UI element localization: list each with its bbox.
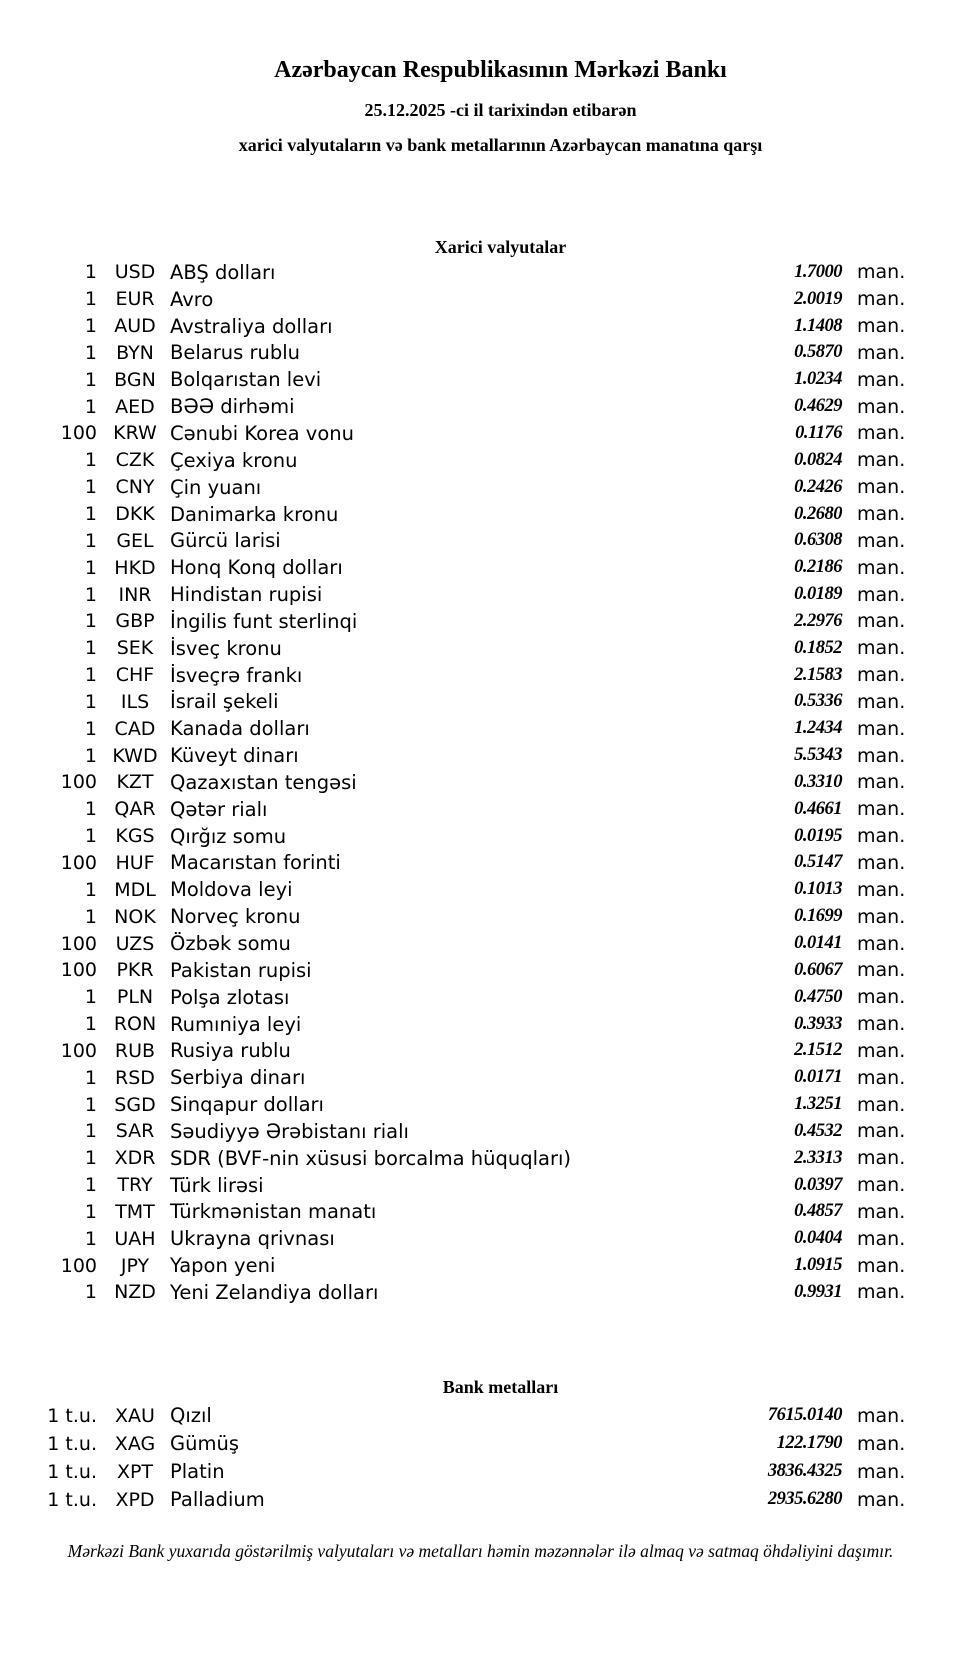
quantity-cell: 1 (84, 878, 97, 901)
quantity-cell: 1 (84, 1120, 97, 1143)
table-row (0, 286, 961, 313)
table-row (0, 420, 961, 447)
rate-cell: 1.1408 (794, 315, 842, 336)
unit-cell: man. (857, 851, 906, 874)
currency-name-cell: Rumıniya leyi (170, 1012, 302, 1036)
currency-code-cell: XPT (116, 1460, 154, 1483)
currency-code-cell: RSD (115, 1066, 155, 1089)
rate-cell: 0.5147 (794, 852, 842, 873)
currency-code-cell: XPD (115, 1488, 155, 1511)
rate-cell: 0.1176 (795, 422, 842, 443)
unit-cell: man. (857, 690, 906, 713)
table-row (0, 662, 961, 689)
quantity-cell: 1 (84, 744, 97, 767)
footer-disclaimer: Mərkəzi Bank yuxarıda göstərilmiş valyutaları və metalları həmin məzənnələr ilə almaq və satmaq öhdəliyini daşımır. (67, 1540, 894, 1561)
currency-name-cell: Palladium (170, 1488, 265, 1512)
quantity-cell: 1 (84, 341, 97, 364)
rate-cell: 1.7000 (794, 261, 842, 282)
currency-code-cell: ILS (120, 690, 150, 713)
quantity-cell: 1 (84, 583, 97, 606)
currency-name-cell: Küveyt dinarı (170, 744, 299, 768)
rate-cell: 2.3313 (794, 1147, 842, 1168)
unit-cell: man. (857, 288, 906, 311)
currency-code-cell: BYN (116, 341, 154, 364)
currency-name-cell: Avro (170, 287, 214, 311)
rate-cell: 0.6067 (794, 959, 842, 980)
currency-name-cell: Türkmənistan manatı (170, 1200, 377, 1224)
rate-cell: 0.0404 (794, 1228, 842, 1249)
quantity-cell: 1 t.u. (47, 1432, 97, 1455)
unit-cell: man. (857, 1093, 906, 1116)
unit-cell: man. (857, 422, 906, 445)
table-row (0, 796, 961, 823)
currency-code-cell: DKK (115, 503, 155, 526)
quantity-cell: 1 t.u. (47, 1460, 97, 1483)
rate-cell: 0.4750 (794, 986, 842, 1007)
rate-cell: 0.4857 (794, 1201, 842, 1222)
quantity-cell: 1 t.u. (47, 1488, 97, 1511)
rate-cell: 0.2680 (794, 503, 842, 524)
currency-name-cell: Qətər rialı (170, 797, 268, 821)
quantity-cell: 1 (84, 1093, 97, 1116)
rate-cell: 0.0397 (794, 1174, 842, 1195)
unit-cell: man. (857, 556, 906, 579)
rate-cell: 0.9931 (794, 1281, 842, 1302)
table-row (0, 366, 961, 393)
bank-title: Azərbaycan Respublikasının Mərkəzi Bankı (274, 57, 727, 83)
unit-cell: man. (857, 905, 906, 928)
quantity-cell: 1 (84, 1013, 97, 1036)
rate-cell: 0.1699 (794, 906, 842, 927)
rate-cell: 5.5343 (794, 745, 842, 766)
currency-name-cell: Belarus rublu (170, 341, 301, 365)
currency-name-cell: Qızıl (170, 1404, 212, 1428)
currency-name-cell: Ukrayna qrivnası (170, 1227, 335, 1251)
currency-name-cell: Cənubi Korea vonu (170, 421, 354, 445)
rate-cell: 0.0141 (794, 933, 842, 954)
currency-code-cell: HKD (114, 556, 156, 579)
quantity-cell: 1 (84, 717, 97, 740)
unit-cell: man. (857, 932, 906, 955)
unit-cell: man. (857, 261, 906, 284)
table-row (0, 1145, 961, 1172)
currency-code-cell: XAU (115, 1404, 155, 1427)
currency-code-cell: UAH (114, 1227, 156, 1250)
table-row (0, 1037, 961, 1064)
currency-code-cell: JPY (120, 1254, 150, 1277)
table-row (0, 1402, 961, 1430)
unit-cell: man. (857, 1432, 906, 1455)
currency-name-cell: SDR (BVF-nin xüsusi borcalma hüquqları) (170, 1146, 572, 1170)
table-row (0, 850, 961, 877)
unit-cell: man. (857, 529, 906, 552)
table-row (0, 984, 961, 1011)
currency-code-cell: AUD (114, 315, 156, 338)
quantity-cell: 1 (84, 664, 97, 687)
unit-cell: man. (857, 476, 906, 499)
unit-cell: man. (857, 959, 906, 982)
rate-cell: 2.2976 (794, 610, 842, 631)
currency-name-cell: Kanada dolları (170, 717, 310, 741)
currency-name-cell: Gümüş (170, 1432, 239, 1456)
rate-cell: 2935.6280 (767, 1489, 842, 1510)
quantity-cell: 1 (84, 368, 97, 391)
currency-name-cell: Serbiya dinarı (170, 1066, 306, 1090)
rate-cell: 0.0195 (794, 825, 842, 846)
currency-code-cell: PKR (116, 959, 154, 982)
currency-code-cell: CNY (115, 476, 155, 499)
currency-code-cell: KWD (112, 744, 158, 767)
unit-cell: man. (857, 664, 906, 687)
currency-code-cell: PLN (116, 986, 154, 1009)
unit-cell: man. (857, 503, 906, 526)
rate-cell: 0.0824 (794, 449, 842, 470)
currency-name-cell: Danimarka kronu (170, 502, 339, 526)
currency-name-cell: İngilis funt sterlinqi (170, 609, 358, 633)
currency-code-cell: KZT (116, 771, 154, 794)
currency-rates-table (0, 259, 961, 1306)
unit-cell: man. (857, 1039, 906, 1062)
table-row (0, 1172, 961, 1199)
unit-cell: man. (857, 637, 906, 660)
unit-cell: man. (857, 798, 906, 821)
document-subtitle: xarici valyutaların və bank metallarının Azərbaycan manatına qarşı (238, 135, 763, 155)
table-row (0, 608, 961, 635)
currency-name-cell: Norveç kronu (170, 905, 301, 929)
currency-code-cell: RUB (114, 1039, 156, 1062)
unit-cell: man. (857, 368, 906, 391)
quantity-cell: 1 (84, 395, 97, 418)
quantity-cell: 100 (60, 422, 97, 445)
currency-code-cell: HUF (115, 851, 155, 874)
currency-name-cell: Qırğız somu (170, 824, 287, 848)
unit-cell: man. (857, 1013, 906, 1036)
unit-cell: man. (857, 1488, 906, 1511)
currency-code-cell: TRY (117, 1174, 153, 1197)
quantity-cell: 1 (84, 1281, 97, 1304)
quantity-cell: 100 (60, 771, 97, 794)
currency-code-cell: CAD (114, 717, 156, 740)
quantity-cell: 1 (84, 1227, 97, 1250)
table-row (0, 1486, 961, 1514)
currency-name-cell: Yeni Zelandiya dolları (170, 1280, 379, 1304)
rate-cell: 0.1852 (794, 637, 842, 658)
quantity-cell: 100 (60, 959, 97, 982)
unit-cell: man. (857, 878, 906, 901)
currency-name-cell: Qazaxıstan tengəsi (170, 770, 357, 794)
unit-cell: man. (857, 1254, 906, 1277)
section-title-metals: Bank metalları (442, 1376, 559, 1397)
unit-cell: man. (857, 395, 906, 418)
currency-code-cell: UZS (115, 932, 155, 955)
document-header (20, 56, 961, 156)
quantity-cell: 1 (84, 610, 97, 633)
table-row (0, 1430, 961, 1458)
table-row (0, 1091, 961, 1118)
currency-name-cell: BƏƏ dirhəmi (170, 395, 295, 419)
currency-name-cell: Səudiyyə Ərəbistanı rialı (170, 1119, 409, 1143)
currency-name-cell: Çin yuanı (170, 475, 262, 499)
rate-cell: 2.1512 (794, 1040, 842, 1061)
currency-code-cell: KRW (113, 422, 157, 445)
currency-code-cell: SGD (114, 1093, 156, 1116)
currency-code-cell: XAG (114, 1432, 156, 1455)
quantity-cell: 1 (84, 476, 97, 499)
rate-cell: 0.5336 (794, 691, 842, 712)
currency-name-cell: İsveçrə frankı (170, 663, 303, 687)
table-row (0, 957, 961, 984)
quantity-cell: 1 (84, 798, 97, 821)
currency-code-cell: CHF (115, 664, 155, 687)
currency-name-cell: Rusiya rublu (170, 1039, 291, 1063)
currency-code-cell: GBP (115, 610, 155, 633)
currency-code-cell: INR (118, 583, 152, 606)
rate-cell: 0.6308 (794, 530, 842, 551)
currency-name-cell: İsveç kronu (170, 636, 282, 660)
table-row (0, 715, 961, 742)
currency-name-cell: ABŞ dolları (170, 260, 276, 284)
rate-cell: 1.2434 (794, 718, 842, 739)
section-title-currencies: Xarici valyutalar (434, 237, 567, 257)
rate-cell: 0.1013 (794, 879, 842, 900)
rate-cell: 1.3251 (794, 1094, 842, 1115)
quantity-cell: 1 t.u. (47, 1404, 97, 1427)
rate-cell: 0.3933 (794, 1013, 842, 1034)
currency-name-cell: Yapon yeni (170, 1254, 276, 1278)
quantity-cell: 1 (84, 261, 97, 284)
unit-cell: man. (857, 315, 906, 338)
rate-cell: 3836.4325 (767, 1461, 842, 1482)
currency-code-cell: GEL (116, 529, 154, 552)
table-row (0, 581, 961, 608)
currency-code-cell: NOK (114, 905, 156, 928)
table-row (0, 1252, 961, 1279)
table-row (0, 742, 961, 769)
unit-cell: man. (857, 583, 906, 606)
currency-name-cell: Pakistan rupisi (170, 958, 312, 982)
currency-name-cell: İsrail şekeli (170, 690, 279, 714)
currency-name-cell: Bolqarıstan levi (170, 368, 322, 392)
unit-cell: man. (857, 717, 906, 740)
quantity-cell: 1 (84, 529, 97, 552)
rate-cell: 122.1790 (776, 1433, 842, 1454)
currency-code-cell: AED (115, 395, 155, 418)
currency-code-cell: NZD (114, 1281, 156, 1304)
table-row (0, 259, 961, 286)
table-row (0, 393, 961, 420)
currency-name-cell: Polşa zlotası (170, 985, 290, 1009)
currency-code-cell: SAR (115, 1120, 155, 1143)
rate-cell: 0.2186 (794, 557, 842, 578)
rate-cell: 0.4532 (794, 1120, 842, 1141)
unit-cell: man. (857, 449, 906, 472)
currency-name-cell: Macarıstan forinti (170, 851, 341, 875)
unit-cell: man. (857, 341, 906, 364)
unit-cell: man. (857, 1404, 906, 1427)
unit-cell: man. (857, 1174, 906, 1197)
quantity-cell: 100 (60, 851, 97, 874)
quantity-cell: 1 (84, 1174, 97, 1197)
rate-cell: 0.0189 (794, 584, 842, 605)
quantity-cell: 1 (84, 1200, 97, 1223)
rate-cell: 0.4661 (794, 798, 842, 819)
rate-cell: 2.1583 (794, 664, 842, 685)
quantity-cell: 1 (84, 288, 97, 311)
currency-code-cell: QAR (114, 798, 156, 821)
exchange-rate-bulletin-page (0, 56, 961, 1654)
table-row (0, 1279, 961, 1306)
quantity-cell: 1 (84, 637, 97, 660)
unit-cell: man. (857, 1281, 906, 1304)
table-row (0, 876, 961, 903)
rate-cell: 2.0019 (794, 288, 842, 309)
effective-date: 25.12.2025 -ci il tarixindən etibarən (364, 100, 637, 120)
currency-code-cell: KGS (115, 825, 155, 848)
currency-name-cell: Çexiya kronu (170, 448, 298, 472)
unit-cell: man. (857, 771, 906, 794)
rate-cell: 1.0915 (794, 1255, 842, 1276)
unit-cell: man. (857, 1460, 906, 1483)
table-row (0, 930, 961, 957)
quantity-cell: 1 (84, 1147, 97, 1170)
quantity-cell: 1 (84, 1066, 97, 1089)
currency-name-cell: Gürcü larisi (170, 529, 281, 553)
rate-cell: 0.2426 (794, 476, 842, 497)
metal-rates-table (0, 1402, 961, 1514)
table-row (0, 823, 961, 850)
unit-cell: man. (857, 1227, 906, 1250)
rate-cell: 1.0234 (794, 369, 842, 390)
currency-name-cell: Türk lirəsi (170, 1173, 264, 1197)
quantity-cell: 100 (60, 932, 97, 955)
currency-name-cell: Sinqapur dolları (170, 1093, 324, 1117)
currency-name-cell: Platin (170, 1460, 225, 1484)
unit-cell: man. (857, 1120, 906, 1143)
currency-name-cell: Avstraliya dolları (170, 314, 333, 338)
rate-cell: 7615.0140 (767, 1405, 842, 1426)
currency-code-cell: BGN (114, 368, 156, 391)
unit-cell: man. (857, 1066, 906, 1089)
table-row (0, 769, 961, 796)
quantity-cell: 100 (60, 1039, 97, 1062)
table-row (0, 635, 961, 662)
unit-cell: man. (857, 1147, 906, 1170)
rate-cell: 0.5870 (794, 342, 842, 363)
table-row (0, 1225, 961, 1252)
unit-cell: man. (857, 825, 906, 848)
table-row (0, 1458, 961, 1486)
quantity-cell: 1 (84, 315, 97, 338)
quantity-cell: 1 (84, 690, 97, 713)
currency-code-cell: XDR (114, 1147, 156, 1170)
quantity-cell: 1 (84, 556, 97, 579)
quantity-cell: 1 (84, 986, 97, 1009)
table-row (0, 474, 961, 501)
quantity-cell: 100 (60, 1254, 97, 1277)
quantity-cell: 1 (84, 503, 97, 526)
table-row (0, 903, 961, 930)
currency-name-cell: Moldova leyi (170, 878, 293, 902)
table-row (0, 340, 961, 367)
unit-cell: man. (857, 610, 906, 633)
rate-cell: 0.3310 (794, 771, 842, 792)
table-row (0, 1011, 961, 1038)
currency-code-cell: EUR (115, 288, 155, 311)
currency-code-cell: CZK (115, 449, 155, 472)
rate-cell: 0.0171 (794, 1067, 842, 1088)
quantity-cell: 1 (84, 449, 97, 472)
unit-cell: man. (857, 744, 906, 767)
quantity-cell: 1 (84, 825, 97, 848)
rate-cell: 0.4629 (794, 396, 842, 417)
table-row (0, 1064, 961, 1091)
currency-name-cell: Özbək somu (170, 932, 291, 956)
quantity-cell: 1 (84, 905, 97, 928)
currency-code-cell: SEK (116, 637, 154, 660)
currency-name-cell: Honq Konq dolları (170, 556, 343, 580)
currency-name-cell: Hindistan rupisi (170, 583, 323, 607)
currency-code-cell: USD (114, 261, 156, 284)
table-row (0, 313, 961, 340)
unit-cell: man. (857, 986, 906, 1009)
table-row (0, 501, 961, 528)
table-row (0, 447, 961, 474)
table-row (0, 1118, 961, 1145)
unit-cell: man. (857, 1200, 906, 1223)
table-row (0, 527, 961, 554)
table-row (0, 1199, 961, 1226)
currency-code-cell: TMT (115, 1200, 155, 1223)
table-row (0, 554, 961, 581)
table-row (0, 689, 961, 716)
currency-code-cell: RON (113, 1013, 157, 1036)
currency-code-cell: MDL (114, 878, 156, 901)
